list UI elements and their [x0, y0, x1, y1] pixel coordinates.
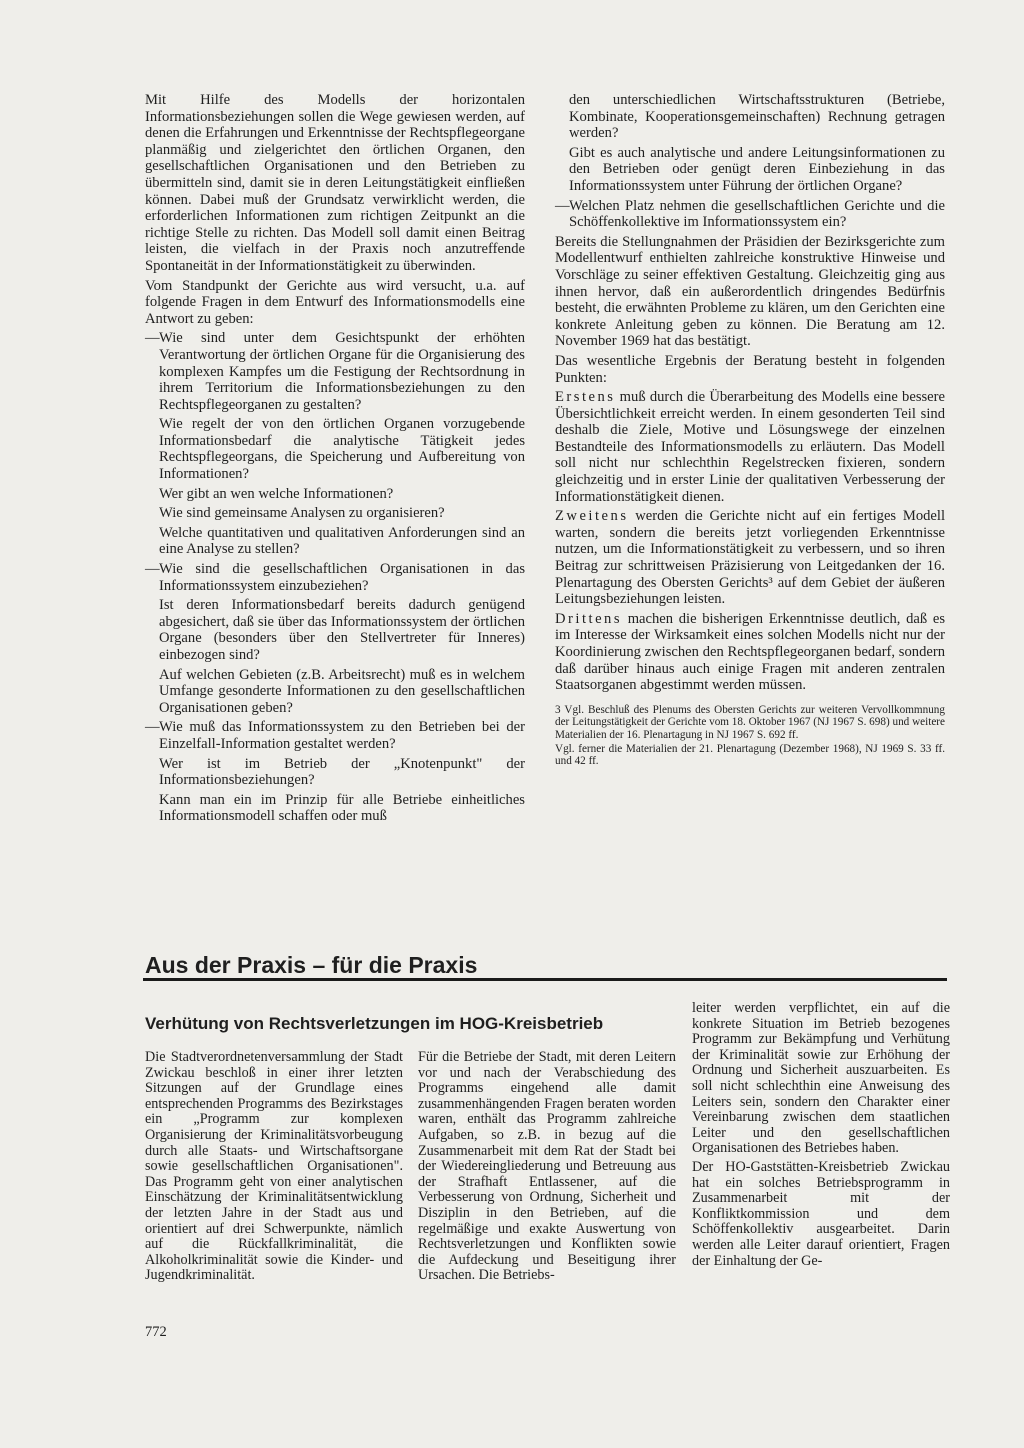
lead-word: Drittens	[555, 610, 623, 627]
question-text: Wie sind unter dem Gesichtspunkt der erhöhten Verantwortung der örtlichen Organe für die Organisierung des komplexen Kampfes um die Festigung der Rechtsordnung in ihrem Territorium die Informationsbeziehungen zu den Rechtspflegeorganen zu gestalten?	[159, 330, 525, 413]
dash-item	[145, 719, 525, 752]
section-title: Aus der Praxis – für die Praxis	[145, 952, 478, 978]
paragraph: Die Stadtverordnetenversammlung der Stadt Zwickau beschloß in einer ihrer letzten Sitzungen auf der Grundlage eines entsprechenden Programms des Bezirkstages ein „Programm zur komplexen Organisierung der Kriminalitätsvorbeugung durch alle Staats- und Wirtschaftsorgane sowie gesellschaftlichen Organisationen". Das Programm geht von einer analytischen Einschätzung der Kriminalitätsentwicklung der letzten Jahre in der Stadt aus und orientiert auf drei Schwerpunkte, nämlich auf die Rückfallkriminalität, die Alkoholkriminalität sowie die Kinder- und Jugendkriminalität.	[145, 1049, 403, 1284]
footnote: 3 Vgl. Beschluß des Plenums des Obersten Gerichts zur weiteren Vervollkommnung der Leitungstätigkeit der Gerichte vom 18. Oktober 1967 (NJ 1967 S. 698) und weitere Materialien der 16. Plenartagung in NJ 1967 S. 692 ff.	[555, 703, 945, 741]
paragraph	[555, 508, 945, 608]
paragraph: Für die Betriebe der Stadt, mit deren Leitern vor und nach der Verabschiedung des Programms eingehend alle damit zusammenhängenden Fragen beraten worden waren, enthält das Programm zahlreiche Aufgaben, so z.B. in bezug auf die Zusammenarbeit mit dem Rat der Stadt bei der Wiedereingliederung und Betreuung aus der Strafhaft Entlassener, auf die Verbesserung von Ordnung, Sicherheit und Disziplin in den Betrieben, auf die regelmäßige und exakte Auswertung von Rechtsverletzungen und Konflikten sowie die Aufdeckung und Beseitigung ihrer Ursachen. Die Betriebs-	[418, 1049, 676, 1284]
lead-word: Erstens	[555, 389, 616, 406]
question: Kann man ein im Prinzip für alle Betriebe einheitliches Informationsmodell schaffen oder muß	[159, 791, 525, 825]
dash-mark: —	[145, 719, 160, 736]
paragraph	[555, 389, 945, 505]
article-column-1	[145, 1050, 403, 1287]
paragraph-text: werden die Gerichte nicht auf ein fertiges Modell warten, sondern die bereits jetzt vorliegenden Erkenntnisse nutzen, um die Informationstätigkeit zu verbessern, und so ihren Beitrag zur schrittweisen Präzisierung von Leitgedanken der 16. Plenartagung des Obersten Gerichts³ auf dem Gebiet der äußeren Leitungsbeziehungen leisten.	[555, 508, 945, 608]
question: Wie regelt der von den örtlichen Organen vorzugebende Informationsbedarf die analytische Tätigkeit jedes Rechtspflegeorgans, die Speicherung und Aufbereitung von Informationen?	[159, 416, 525, 483]
article-column-3	[692, 1001, 950, 1272]
paragraph-text: muß durch die Überarbeitung des Modells eine bessere Übersichtlichkeit erreicht werden. In einem gesonderten Teil sind deshalb die Ziele, Motive und Lösungswege der einzelnen Bestandteile des Informationsmodells zu erläutern. Das Modell soll nicht nur schlechthin Regelstrecken fixieren, sondern gleichzeitig und in erster Linie der qualitativen Verbesserung der Informationstätigkeit dienen.	[555, 389, 945, 505]
dash-item	[555, 197, 945, 231]
question: Ist deren Informationsbedarf bereits dadurch genügend abgesichert, daß sie über das Informationssystem der örtlichen Organe (besonders über den Stellvertreter für Inneres) einbezogen sind?	[159, 597, 525, 663]
paragraph	[555, 611, 945, 694]
page-number: 772	[145, 1324, 167, 1340]
question: Wer ist im Betrieb der „Knotenpunkt" der Informationsbeziehungen?	[159, 755, 525, 789]
footnotes	[555, 704, 945, 768]
article-column-2	[418, 1050, 676, 1287]
question: Wer gibt an wen welche Informationen?	[159, 485, 394, 502]
question: den unterschiedlichen Wirtschaftsstrukturen (Betriebe, Kombinate, Kooperationsgemeinschaften) Rechnung getragen werden?	[569, 92, 945, 142]
dash-mark: —	[145, 330, 160, 347]
paragraph: Vom Standpunkt der Gerichte aus wird versucht, u.a. auf folgende Fragen in dem Entwurf des Informationsmodells eine Antwort zu geben:	[145, 277, 525, 327]
left-column	[145, 92, 525, 828]
lead-word: Zweitens	[555, 508, 629, 525]
dash-item	[145, 561, 525, 594]
paragraph: Mit Hilfe des Modells der horizontalen Informationsbeziehungen sollen die Wege gewiesen werden, auf denen die Erfahrungen und Erkenntnisse der Rechtspflegeorgane planmäßig und zielgerichtet den örtlichen Organen, den gesellschaftlichen Organisationen und den Betrieben zu übermitteln sind, damit sie in deren Leitungstätigkeit einfließen können. Dabei muß der Grundsatz verwirklicht werden, die erforderlichen Informationen zum richtigen Zeitpunkt an die richtige Stelle zu richten. Das Modell soll damit einen Beitrag leisten, die vielfach in der Praxis noch anzutreffende Spontaneität in der Informationstätigkeit zu überwinden.	[145, 92, 525, 274]
dash-mark: —	[555, 197, 570, 214]
paragraph: leiter werden verpflichtet, ein auf die konkrete Situation im Betrieb bezogenes Programm zur Bekämpfung und Verhütung der Kriminalität sowie zur Erhöhung der Ordnung und Sicherheit auszuarbeiten. Es soll nicht schlechthin eine Anweisung des Leiters sein, sondern den Charakter einer Vereinbarung zwischen dem staatlichen Leiter und den gesellschaftlichen Organisationen des Betriebes haben.	[692, 1000, 950, 1157]
question-text: Wie sind die gesellschaftlichen Organisationen in das Informationssystem einzubeziehen?	[159, 561, 525, 594]
right-column	[555, 92, 945, 769]
paragraph: Bereits die Stellungnahmen der Präsidien der Bezirksgerichte zum Modellentwurf enthielten zahlreiche konstruktive Hinweise und Vorschläge zu seiner effektiven Gestaltung. Gleichzeitig ging aus ihnen hervor, daß ein außerordentlich dringendes Bedürfnis besteht, die erwähnten Probleme zu klären, um den Gerichten eine konkrete Anleitung geben zu können. Die Beratung am 12. November 1969 hat das bestätigt.	[555, 233, 945, 350]
paragraph: Der HO-Gaststätten-Kreisbetrieb Zwickau hat ein solches Betriebsprogramm in Zusammenarbeit mit der Konfliktkommission und dem Schöffenkollektiv ausgearbeitet. Darin werden alle Leiter darauf orientiert, Fragen der Einhaltung der Ge-	[692, 1158, 950, 1269]
dash-item	[145, 330, 525, 413]
question: Auf welchen Gebieten (z.B. Arbeitsrecht) muß es in welchem Umfange gesonderte Informationen zu den gesellschaftlichen Organisationen geben?	[159, 666, 525, 716]
question: Gibt es auch analytische und andere Leitungsinformationen zu den Betrieben oder genügt deren Einbeziehung in das Informationssystem unter Führung der örtlichen Organe?	[569, 144, 945, 194]
question-text: Welchen Platz nehmen die gesellschaftlichen Gerichte und die Schöffenkollektive im Informationssystem ein?	[569, 197, 945, 231]
paragraph: Das wesentliche Ergebnis der Beratung besteht in folgenden Punkten:	[555, 352, 945, 386]
paragraph-text: machen die bisherigen Erkenntnisse deutlich, daß es im Interesse der Wirksamkeit eines solchen Modells nicht nur der Koordinierung zwischen den Rechtspflegeorganen bedarf, sondern daß darüber hinaus auch einige Fragen mit anderen zentralen Staatsorganen abgestimmt werden müssen.	[555, 610, 945, 694]
question: Welche quantitativen und qualitativen Anforderungen sind an eine Analyse zu stellen?	[159, 524, 525, 558]
question: Wie sind gemeinsame Analysen zu organisieren?	[159, 505, 445, 522]
dash-mark: —	[145, 561, 160, 578]
article-title: Verhütung von Rechtsverletzungen im HOG-Kreisbetrieb	[145, 1014, 604, 1033]
question-text: Wie muß das Informationssystem zu den Betrieben bei der Einzelfall-Information gestaltet werden?	[159, 719, 525, 752]
section-rule	[143, 978, 947, 981]
footnote: Vgl. ferner die Materialien der 21. Plenartagung (Dezember 1968), NJ 1969 S. 33 ff. und 42 ff.	[555, 742, 945, 768]
